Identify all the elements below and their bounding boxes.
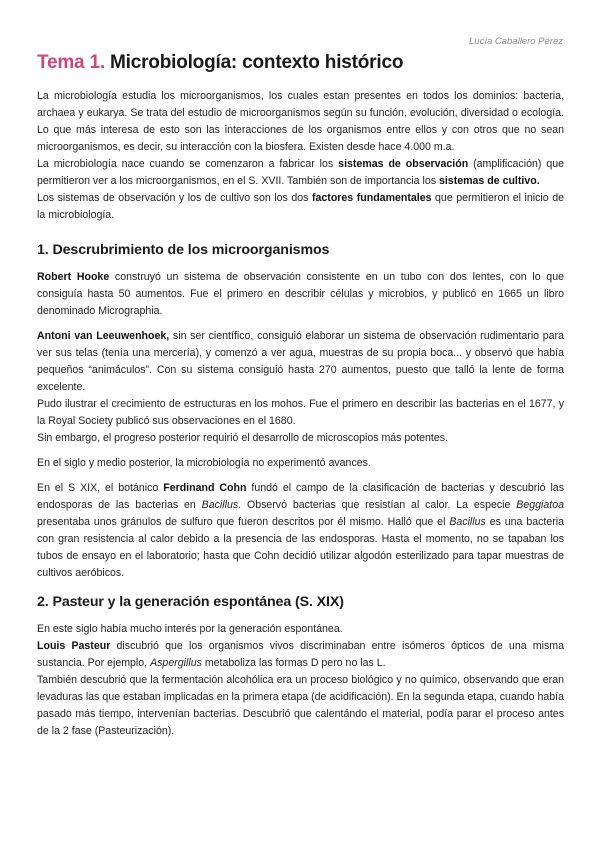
text-run: La microbiología nace cuando se comenzaron a fabricar los bbox=[37, 158, 339, 170]
title-text: Microbiología: contexto histórico bbox=[104, 52, 404, 73]
text-run: fundó el campo de la clasificación de bacterias y descubrió las endosporas de las bacterias en bbox=[37, 482, 564, 511]
document-body bbox=[37, 88, 564, 740]
page-title bbox=[37, 52, 403, 74]
text-run: . Observó bacterias que resistían al calor. La especie bbox=[238, 499, 517, 511]
hooke-paragraph bbox=[37, 269, 564, 320]
text-run: Los sistemas de observación y los de cultivo son los dos bbox=[37, 192, 312, 204]
bold-term: sistemas de observación bbox=[338, 158, 469, 170]
species-name: Bacillus bbox=[201, 499, 239, 511]
pasteur-intro: En este siglo había mucho interés por la generación espontánea. bbox=[37, 623, 343, 635]
text-run: metaboliza las formas D pero no las L. bbox=[201, 657, 386, 669]
text-run: (amplificación) que permitieron ver a los microorganismos, en el S. XVII. También son de importancia los bbox=[37, 158, 565, 187]
leeuwenhoek-paragraph-3: Sin embargo, el progreso posterior requirió el desarrollo de microscopios más potentes. bbox=[37, 432, 449, 444]
intro-paragraph-2 bbox=[37, 156, 564, 190]
person-name: Louis Pasteur bbox=[37, 640, 111, 652]
cohn-paragraph bbox=[37, 480, 564, 582]
bold-term: factores fundamentales bbox=[311, 192, 432, 204]
species-name: Aspergillus bbox=[150, 657, 202, 669]
section-heading-2: 2. Pasteur y la generación espontánea (S. XIX) bbox=[37, 594, 344, 610]
text-run: es una bacteria con gran resistencia al calor debido a la presencia de las endosporas. Hasta el momento, no se tapaban los tubos de ensayo en el laboratorio; hasta que Cohn decidió utilizar algodón esterilizado para tapar muestras de cultivos aeróbicos. bbox=[37, 516, 565, 579]
author-name: Lucía Caballero Pérez bbox=[469, 36, 563, 47]
species-name: Beggiatoa bbox=[516, 499, 564, 511]
pasteur-paragraph bbox=[37, 638, 564, 672]
leeuwenhoek-paragraph bbox=[37, 328, 564, 396]
species-name: Bacillus bbox=[449, 516, 486, 528]
bold-term: sistemas de cultivo. bbox=[438, 175, 540, 187]
person-name: Robert Hooke bbox=[37, 271, 110, 283]
text-run: discubrió que los organismos vivos discriminaban entre isómeros ópticos de una misma sustancia. Por ejemplo, bbox=[37, 640, 564, 669]
text-run: construyó un sistema de observación consistente en un tubo con dos lentes, con lo que consiguía hasta 50 aumentos. Fue el primero en describir células y microbios, y publicó en 1665 un libro denominado Micrographia. bbox=[37, 271, 564, 317]
title-prefix: Tema 1. bbox=[37, 52, 105, 73]
fermentation-paragraph: También descubrió que la fermentación alcohólica era un proceso biológico y no químico, observando que eran levaduras las que estaban implicadas en la primera etapa (de acidificación). En la segunda etapa, cuando había pasado más tiempo, intervenían bacterias. Descubrió que calentándo el material, podía parar el proceso antes de la 2 fase (Pasteurización). bbox=[37, 674, 564, 737]
century-paragraph: En el siglo y medio posterior, la microbiología no experimentó avances. bbox=[37, 457, 371, 469]
section-heading-1: 1. Descrubrimiento de los microorganismos bbox=[37, 242, 330, 258]
text-run: que permitieron el inicio de la microbiología. bbox=[37, 192, 564, 221]
intro-paragraph-3 bbox=[37, 190, 564, 224]
text-run: sin ser científico, consiguió elaborar un sistema de observación rudimentario para ver sus telas (tenía una mercería), y comenzó a ver agua, muestras de su propia boca... y observó que había pequeños “animáculos”. Con su sistema consiguió hasta 270 aumentos, puesto que talló la lente de forma excelente. bbox=[37, 330, 564, 393]
text-run: En el S XIX, el botánico bbox=[37, 482, 164, 494]
text-run: presentaba unos gránulos de sulfuro que fueron descritos por él mismo. Halló que el bbox=[37, 516, 450, 528]
person-name: Antoni van Leeuwenhoek, bbox=[37, 330, 170, 342]
intro-paragraph: La microbiología estudia los microorganismos, los cuales estan presentes en todos los dominios: bacteria, archaea y eukarya. Se trata del estudio de microorganismos según su función, evolución, diversidad o ecología. Lo que más interesa de esto son las interacciones de los organismos entre ellos y con otros que no sean microorganismos, es decir, su interacción con la biosfera. Existen desde hace 4.000 m.a. bbox=[37, 90, 564, 153]
person-name: Ferdinand Cohn bbox=[163, 482, 247, 494]
leeuwenhoek-paragraph-2: Pudo ilustrar el crecimiento de estructuras en los mohos. Fue el primero en describir las bacterias en el 1677, y la Royal Society publicó sus observaciones en el 1680. bbox=[37, 398, 564, 427]
